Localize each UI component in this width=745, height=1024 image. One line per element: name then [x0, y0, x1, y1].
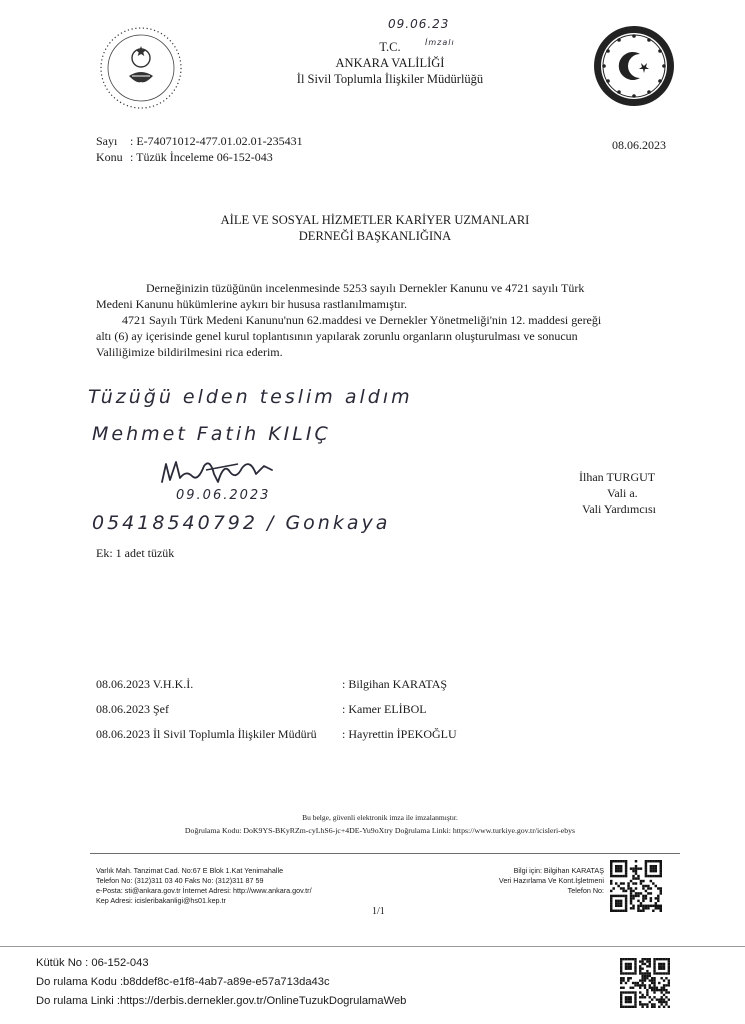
document-date: 08.06.2023 [612, 138, 666, 152]
header-directorate: İl Sivil Toplumla İlişkiler Müdürlüğü [296, 72, 484, 86]
approval-2-right: : Kamer ELİBOL [342, 702, 427, 716]
approval-3-right: : Hayrettin İPEKOĞLU [342, 727, 457, 741]
approval-3-left: 08.06.2023 İl Sivil Toplumla İlişkiler Müdürü [96, 727, 317, 741]
konu-value: : Tüzük İnceleme 06-152-043 [130, 150, 273, 164]
footer-info-contact: Bilgi için: Bilgihan KARATAŞ [513, 866, 604, 875]
kutuk-number: Kütük No : 06-152-043 [36, 957, 149, 969]
ministry-seal-icon [99, 26, 183, 110]
approval-2-left: 08.06.2023 Şef [96, 702, 169, 716]
handwritten-signature-icon [158, 452, 278, 488]
qr-code-bottom-icon [620, 958, 670, 1008]
bottom-divider [0, 946, 745, 947]
header-tc: T.C. [379, 40, 401, 54]
footer-address: Varlık Mah. Tanzimat Cad. No:67 E Blok 1.Kat Yenimahalle [96, 866, 284, 875]
ankara-governorship-seal-icon [592, 24, 676, 108]
signer-name: İlhan TURGUT [579, 470, 656, 484]
handwritten-phone: 05418540792 / Gonkaya [92, 512, 391, 534]
body-p2-line3: Valiliğimize bildirilmesini rica ederim. [96, 345, 283, 359]
body-p1-line1: Derneğinizin tüzüğünün incelenmesinde 5253 sayılı Dernekler Kanunu ve 4721 sayılı Türk [146, 281, 585, 295]
footer-kep: Kep Adresi: icisleribakanligi@hs01.kep.tr [96, 896, 226, 905]
esign-verification: Doğrulama Kodu: DoK9YS-BKyRZm-cyLhS6-jc+4DE-Yu9oXtry Doğrulama Linki: https://www.turkiye.gov.tr/icisleri-ebys [184, 826, 576, 835]
footer-info-phone: Telefon No: [567, 886, 604, 895]
konu-label: Konu [96, 150, 123, 164]
verification-link: Do rulama Linki :https://derbis.dernekler.gov.tr/OnlineTuzukDogrulamaWeb [36, 995, 407, 1007]
addressee-line1: AİLE VE SOSYAL HİZMETLER KARİYER UZMANLARI [220, 213, 530, 227]
footer-divider [90, 853, 680, 854]
body-p1-line2: Medeni Kanunu hükümlerine aykırı bir hususa rastlanılmamıştır. [96, 297, 407, 311]
body-p2-line2: altı (6) ay içerisinde genel kurul toplantısının yapılarak zorunlu organların oluşturulması ve sonucun [96, 329, 578, 343]
footer-phone: Telefon No: (312)311 03 40 Faks No: (312)311 87 59 [96, 876, 264, 885]
addressee-line2: DERNEĞİ BAŞKANLIĞINA [298, 229, 452, 243]
header-governorship: ANKARA VALİLİĞİ [335, 56, 445, 70]
approval-1-left: 08.06.2023 V.H.K.İ. [96, 677, 194, 691]
page-number: 1/1 [372, 906, 385, 917]
esign-note: Bu belge, güvenli elektronik imza ile imzalanmıştır. [302, 813, 458, 822]
sayi-label: Sayı [96, 134, 118, 148]
handwritten-date-top: 09.06.23 [388, 17, 450, 31]
handwritten-recipient-name: Mehmet Fatih KILIÇ [92, 423, 331, 445]
handwritten-date: 09.06.2023 [176, 488, 271, 503]
qr-code-icon [610, 860, 662, 912]
verification-code: Do rulama Kodu :b8ddef8c-e1f8-4ab7-a89e-e57a713da43c [36, 976, 330, 988]
signer-title-1: Vali a. [607, 486, 638, 500]
handwritten-initials-top: İmzalı [425, 38, 455, 47]
sayi-value: : E-74071012-477.01.02.01-235431 [130, 134, 303, 148]
signer-title-2: Vali Yardımcısı [582, 502, 657, 516]
footer-info-role: Veri Hazırlama Ve Kont.İşletmeni [498, 876, 604, 885]
footer-email-web: e-Posta: sti@ankara.gov.tr İnternet Adresi: http://www.ankara.gov.tr/ [96, 886, 312, 895]
approval-1-right: : Bilgihan KARATAŞ [342, 677, 448, 691]
attachment-note: Ek: 1 adet tüzük [96, 546, 175, 560]
handwritten-received-note: Tüzüğü elden teslim aldım [88, 386, 413, 408]
body-p2-line1: 4721 Sayılı Türk Medeni Kanunu'nun 62.maddesi ve Dernekler Yönetmeliği'nin 12. maddesi gereği [122, 313, 602, 327]
